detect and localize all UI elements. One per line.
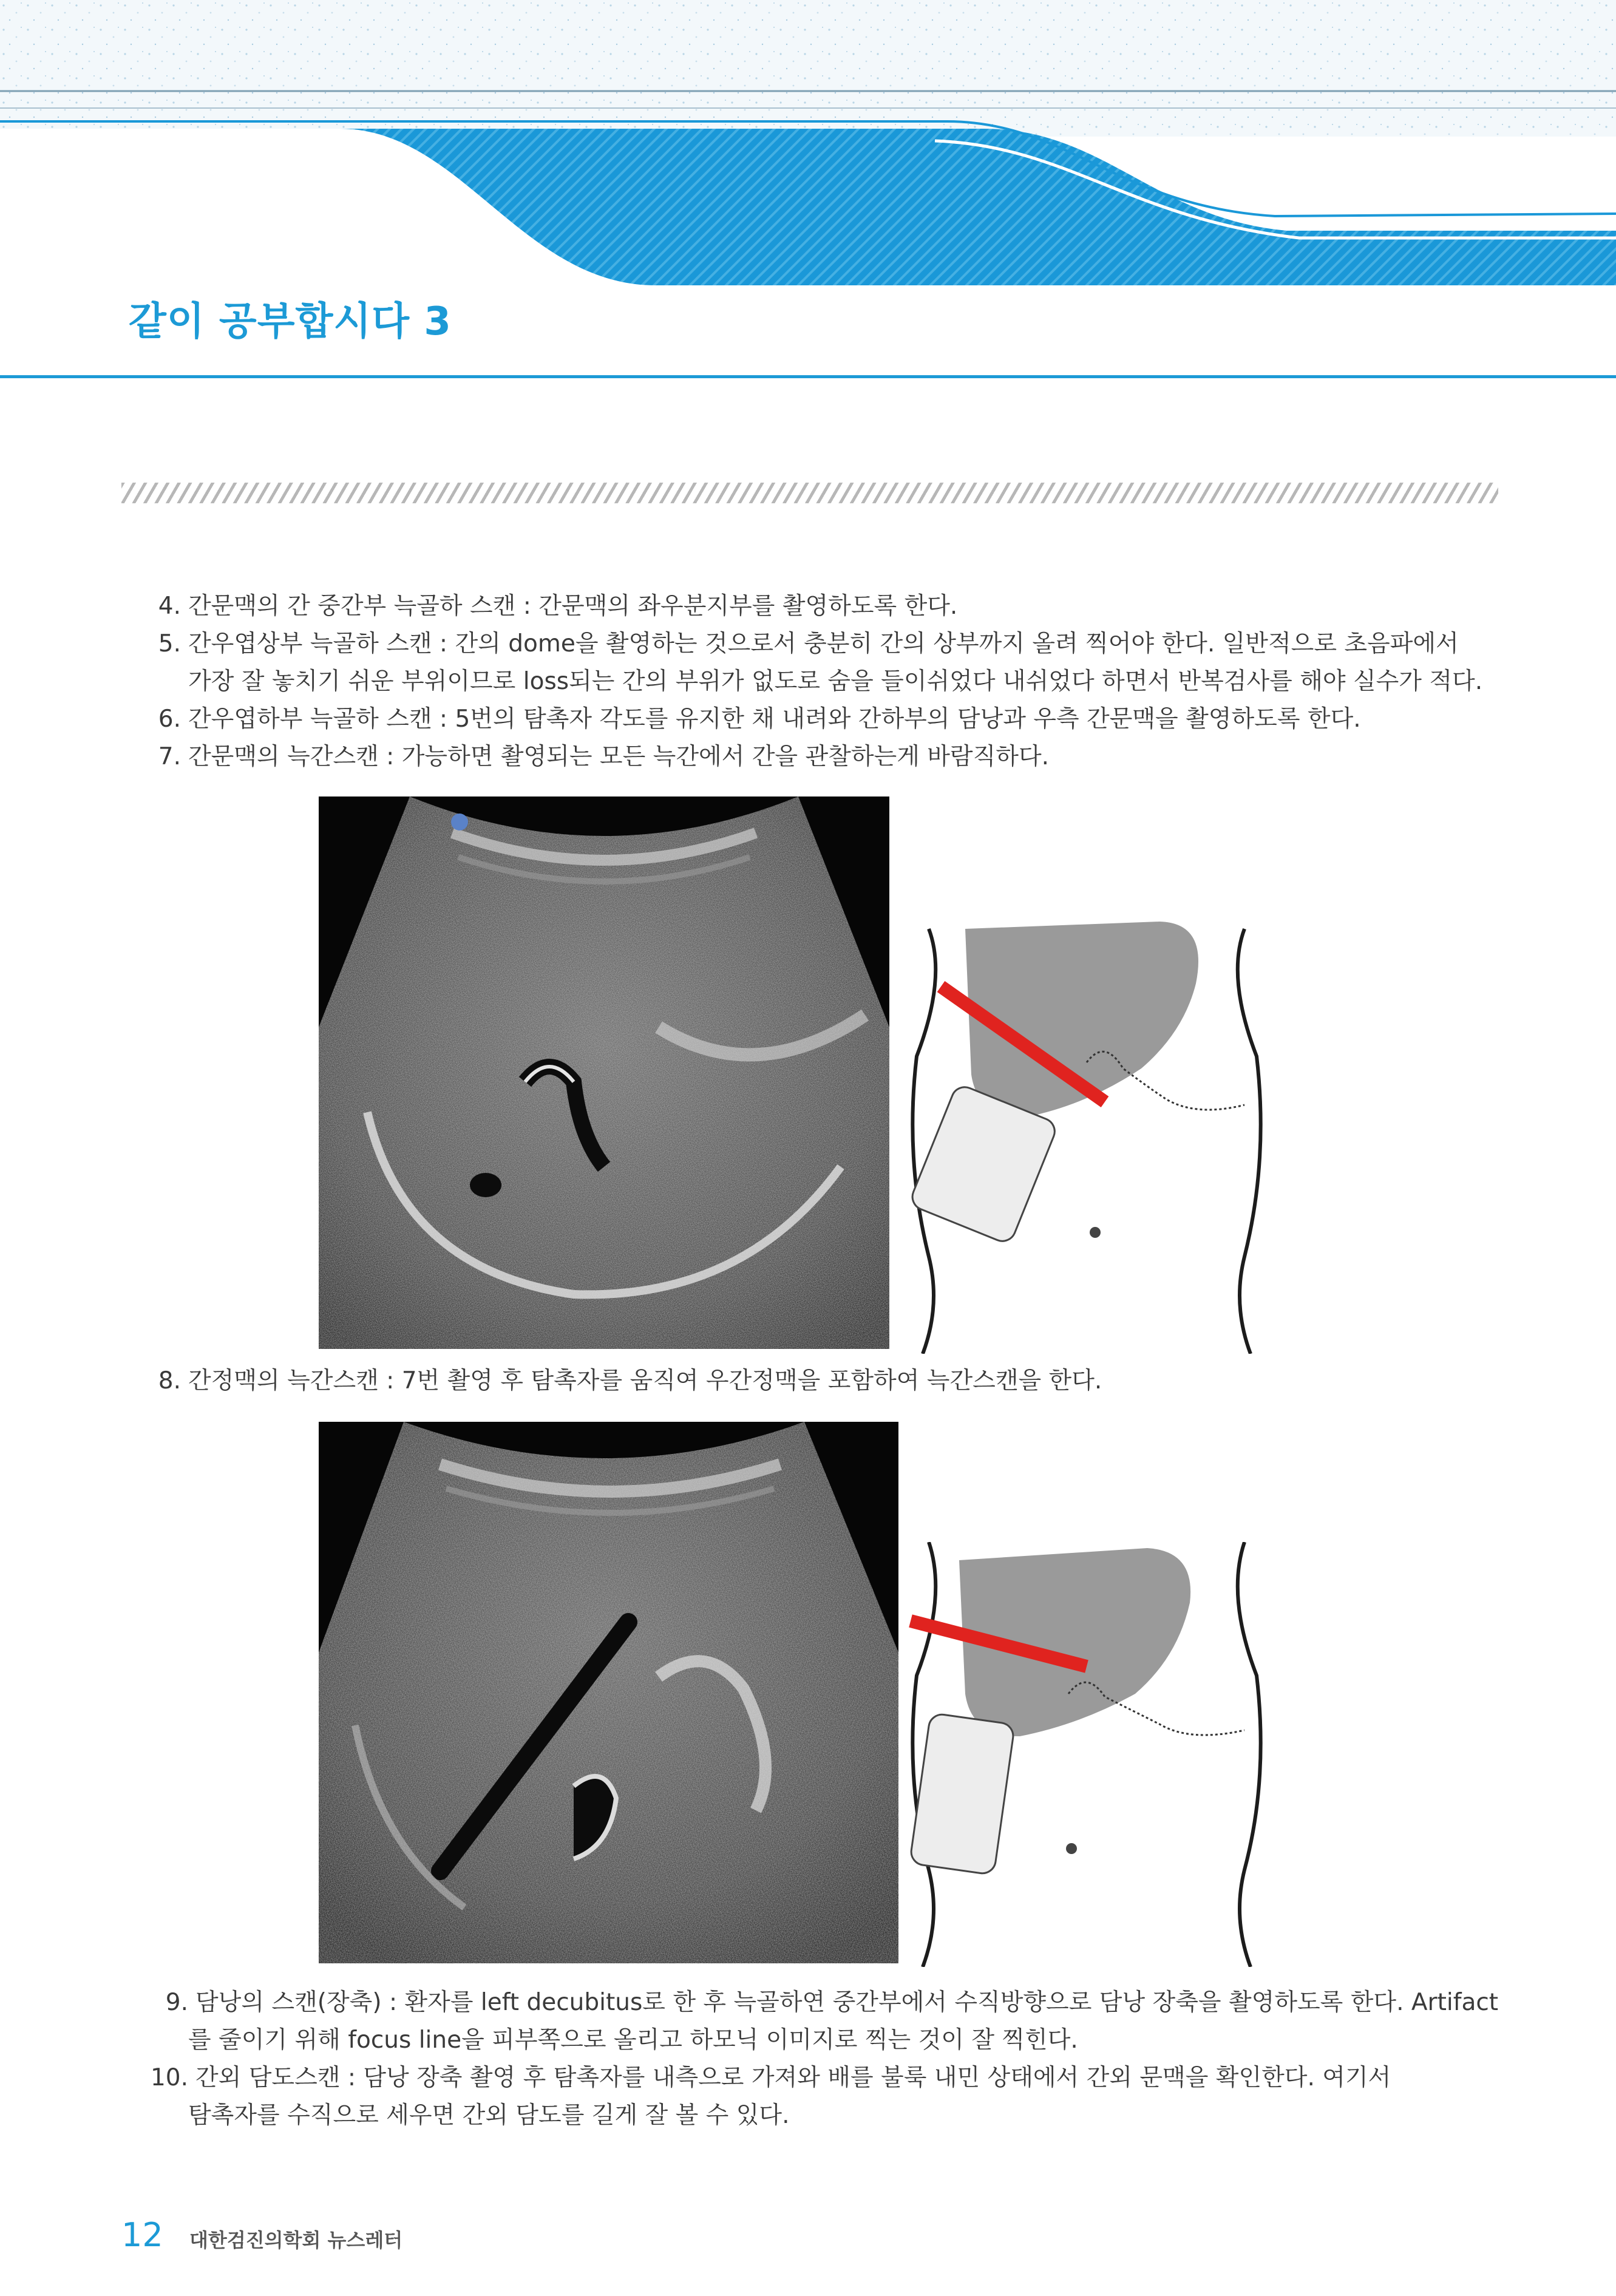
item-text: 담낭의 스캔(장축) : 환자를 left decubitus로 한 후 늑골하연 중간부에서 수직방향으로 담낭 장축을 촬영하도록 한다. Artifact xyxy=(195,1989,1499,2016)
page-number: 12 xyxy=(121,2216,163,2254)
steps-list-middle xyxy=(144,1362,1510,1400)
item-text: 간우엽상부 늑골하 스캔 : 간의 dome을 촬영하는 것으로서 충분히 간의 상부까지 올려 찍어야 한다. 일반적으로 초음파에서 xyxy=(188,630,1459,657)
item-number: 4. xyxy=(158,593,181,620)
item-text: 간우엽하부 늑골하 스캔 : 5번의 탐촉자 각도를 유지한 채 내려와 간하부의 담낭과 우측 간문맥을 촬영하도록 한다. xyxy=(188,705,1361,733)
item-text: 간정맥의 늑간스캔 : 7번 촬영 후 탐촉자를 움직여 우간정맥을 포함하여 늑간스캔을 한다. xyxy=(188,1367,1102,1394)
ultrasound-image-hepatic-vein xyxy=(319,1422,898,1963)
item-number: 8. xyxy=(158,1367,181,1394)
item-number: 5. xyxy=(158,630,181,657)
list-item xyxy=(144,1984,1510,2022)
body-diagram-probe-position-7 xyxy=(905,917,1269,1354)
item-text: 간문맥의 늑간스캔 : 가능하면 촬영되는 모든 늑간에서 간을 관찰하는게 바람직하다. xyxy=(188,743,1050,770)
list-item xyxy=(144,1362,1510,1400)
item-text-continued: 가장 잘 놓치기 쉬운 부위이므로 loss되는 간의 부위가 없도로 숨을 들이쉬었다 내쉬었다 하면서 반복검사를 해야 실수가 적다. xyxy=(188,668,1483,695)
item-number: 7. xyxy=(158,743,181,770)
section-title: 같이 공부합시다 3 xyxy=(129,299,452,344)
body-diagram-probe-position-8 xyxy=(905,1542,1269,1967)
publication-name: 대한검진의학회 뉴스레터 xyxy=(189,2229,403,2252)
item-text: 간문맥의 간 중간부 늑골하 스캔 : 간문맥의 좌우분지부를 촬영하도록 한다. xyxy=(188,593,958,620)
list-item xyxy=(144,588,1510,625)
item-text-continued: 탐촉자를 수직으로 세우면 간외 담도를 길게 잘 볼 수 있다. xyxy=(188,2102,790,2129)
list-item xyxy=(144,2059,1510,2097)
list-item xyxy=(144,701,1510,738)
steps-list-top xyxy=(144,588,1510,776)
item-number: 9. xyxy=(165,1989,188,2016)
header-wave-banner xyxy=(0,0,1616,340)
list-item xyxy=(144,738,1510,776)
hatched-divider xyxy=(121,483,1498,503)
ultrasound-image-portal-vein xyxy=(319,796,889,1349)
item-text: 간외 담도스캔 : 담낭 장축 촬영 후 탐촉자를 내측으로 가져와 배를 불룩 내민 상태에서 간외 문맥을 확인한다. 여기서 xyxy=(195,2064,1391,2091)
item-text-continued: 를 줄이기 위해 focus line을 피부쪽으로 올리고 하모닉 이미지로 찍는 것이 잘 찍힌다. xyxy=(188,2026,1078,2054)
item-number: 6. xyxy=(158,705,181,733)
item-number: 10. xyxy=(150,2064,188,2091)
steps-list-bottom xyxy=(144,1984,1510,2135)
title-rule xyxy=(0,375,1616,378)
list-item xyxy=(144,625,1510,663)
